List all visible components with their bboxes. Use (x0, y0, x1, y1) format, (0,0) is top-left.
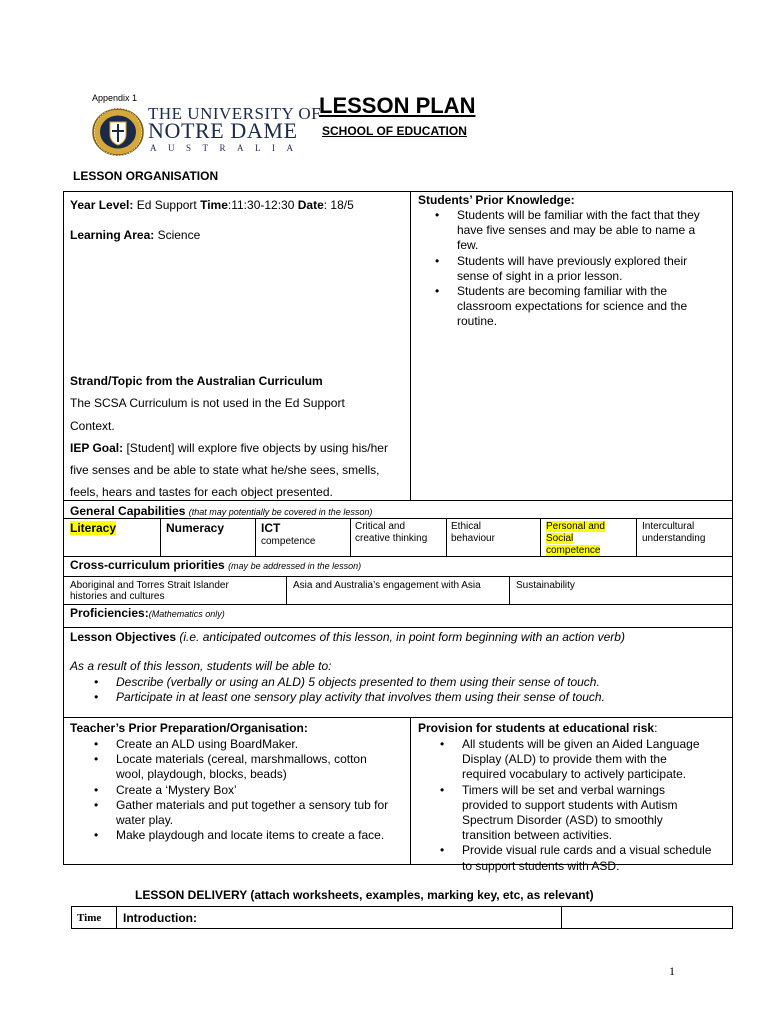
logo-line-1: THE UNIVERSITY OF (148, 104, 322, 123)
list-item: • All students will be given an Aided Language Display (ALD) to provide them with the required vocabulary to actively participate. (436, 737, 711, 783)
capability-literacy: Literacy (70, 521, 117, 535)
objectives-list (90, 675, 605, 705)
prior-knowledge-list (431, 208, 700, 330)
university-crest-icon (91, 107, 145, 157)
priority-aboriginal: Aboriginal and Torres Strait Islander histories and cultures (70, 580, 229, 602)
strand-heading: Strand/Topic from the Australian Curriculum (70, 374, 323, 388)
logo-line-3: AUSTRALIA (150, 143, 305, 153)
preparation-list (90, 737, 388, 843)
strand-text-1: The SCSA Curriculum is not used in the Ed Support (70, 396, 345, 410)
capability-personal-social: Personal and Social competence (546, 521, 605, 556)
list-item: • Create a ‘Mystery Box’ (90, 783, 388, 798)
list-item: • Provide visual rule cards and a visual schedule to support students with ASD. (436, 843, 711, 873)
capability-ict: ICT (261, 521, 281, 535)
capability-ethical-behaviour: Ethical behaviour (451, 521, 495, 544)
cross-curriculum-heading: Cross-curriculum priorities (may be addressed in the lesson) (70, 558, 362, 572)
list-item: • Students will have previously explored their sense of sight in a prior lesson. (431, 254, 700, 284)
page-subtitle: SCHOOL OF EDUCATION (322, 124, 467, 138)
capability-intercultural: Intercultural understanding (642, 521, 706, 544)
list-item: • Students are becoming familiar with the classroom expectations for science and the routine. (431, 284, 700, 330)
priority-asia: Asia and Australia’s engagement with Asia (293, 580, 481, 591)
list-item: • Participate in at least one sensory play activity that involves them using their sense of touch. (90, 690, 605, 705)
iep-goal-line-3: feels, hears and tastes for each object presented. (70, 485, 333, 499)
list-item: • Gather materials and put together a sensory tub for water play. (90, 798, 388, 828)
general-capabilities-heading: General Capabilities (that may potentially be covered in the lesson) (70, 504, 373, 518)
prior-knowledge-heading: Students’ Prior Knowledge: (418, 193, 575, 207)
list-item: • Locate materials (cereal, marshmallows, cotton wool, playdough, blocks, beads) (90, 752, 388, 782)
capability-critical-thinking: Critical and creative thinking (355, 521, 428, 544)
delivery-introduction-header: Introduction: (123, 911, 197, 925)
page-number: 1 (669, 964, 675, 978)
lesson-delivery-heading: LESSON DELIVERY (attach worksheets, examples, marking key, etc, as relevant) (135, 888, 594, 902)
capability-ict-sub: competence (261, 536, 316, 547)
appendix-label: Appendix 1 (92, 93, 138, 103)
strand-text-2: Context. (70, 419, 115, 433)
proficiencies-heading: Proficiencies:(Mathematics only) (70, 606, 225, 620)
provision-heading: Provision for students at educational risk: (418, 721, 658, 735)
page-title: LESSON PLAN (319, 93, 476, 118)
list-item: • Create an ALD using BoardMaker. (90, 737, 388, 752)
year-level-line: Year Level: Ed Support Time:11:30-12:30 Date: 18/5 (70, 198, 354, 212)
objectives-intro: As a result of this lesson, students will be able to: (70, 659, 332, 673)
iep-goal-line-1: IEP Goal: [Student] will explore five objects by using his/her (70, 441, 388, 455)
list-item: • Timers will be set and verbal warnings provided to support students with Autism Spectrum Disorder (ASD) to smoothly transition between activities. (436, 783, 711, 844)
capability-numeracy: Numeracy (166, 521, 225, 535)
iep-goal-line-2: five senses and be able to state what he/she sees, smells, (70, 463, 380, 477)
provision-list (436, 737, 711, 874)
preparation-heading: Teacher’s Prior Preparation/Organisation: (70, 721, 308, 735)
learning-area-line: Learning Area: Science (70, 228, 201, 242)
section-heading-organisation: LESSON ORGANISATION (73, 169, 219, 183)
objectives-heading: Lesson Objectives (i.e. anticipated outcomes of this lesson, in point form beginning with an action verb) (70, 630, 625, 644)
list-item: • Describe (verbally or using an ALD) 5 objects presented to them using their sense of touch. (90, 675, 605, 690)
delivery-time-header: Time (77, 912, 102, 924)
priority-sustainability: Sustainability (516, 580, 575, 591)
list-item: • Students will be familiar with the fact that they have five senses and may be able to name a few. (431, 208, 700, 254)
list-item: • Make playdough and locate items to create a face. (90, 828, 388, 843)
logo-line-2: NOTRE DAME (148, 118, 298, 143)
